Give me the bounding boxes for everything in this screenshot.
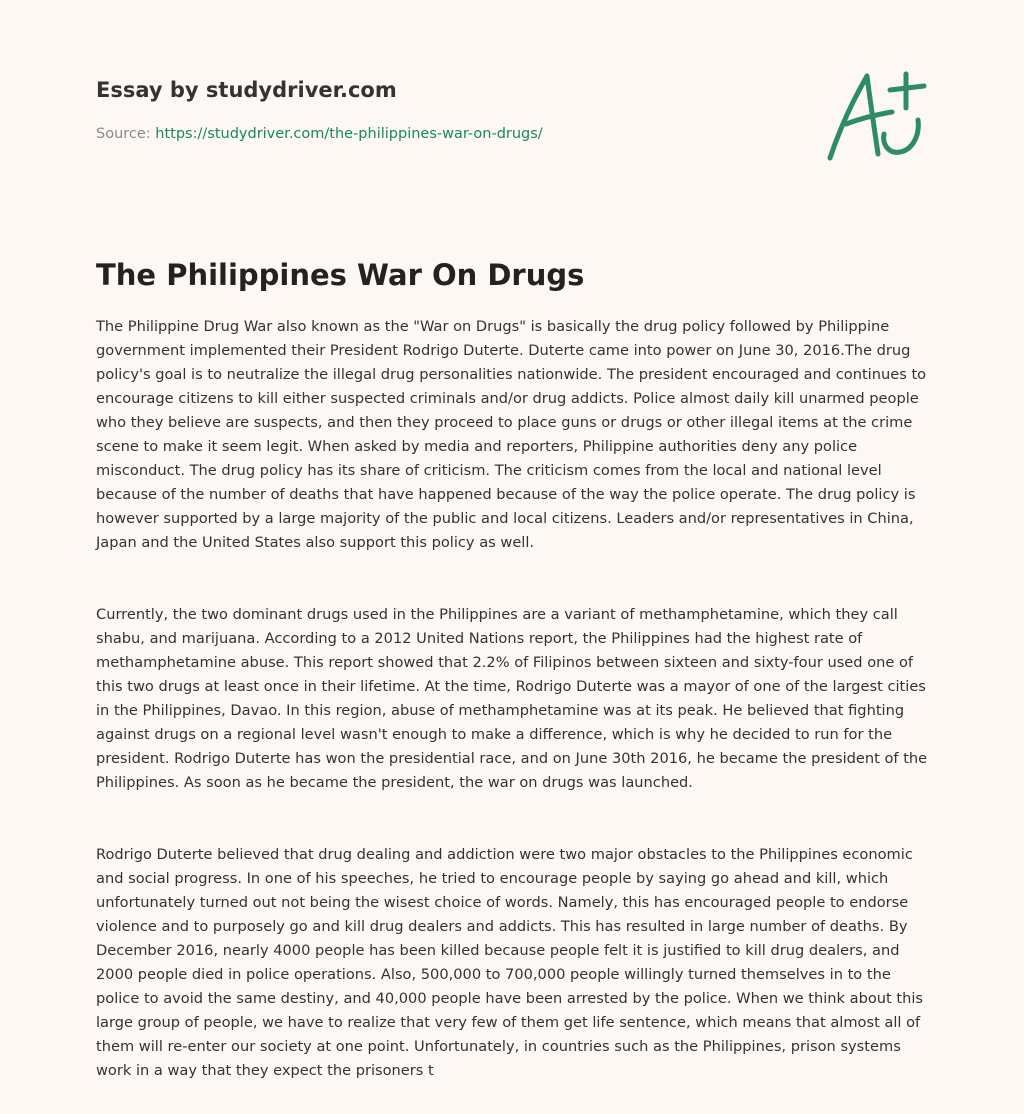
essay-header bbox=[96, 76, 796, 144]
source-label: Source: bbox=[96, 126, 151, 142]
source-link[interactable]: https://studydriver.com/the-philippines-war-on-drugs/ bbox=[155, 126, 543, 142]
paragraph: Rodrigo Duterte believed that drug dealing and addiction were two major obstacles to the Philippines economic and social progress. In one of his speeches, he tried to encourage people by saying go ahead and kill, which unfortunately turned out not being the wisest choice of words. Namely, this has encouraged people to endorse violence and to purposely go and kill drug dealers and addicts. This has resulted in large number of deaths. By December 2016, nearly 4000 people has been killed because people felt it is justified to kill drug dealers, and 2000 people died in police operations. Also, 500,000 to 700,000 people willingly turned themselves in to the police to avoid the same destiny, and 40,000 people have been arrested by the police. When we think about this large group of people, we have to realize that very few of them get life sentence, which means that almost all of them will re-enter our society at one point. Unfortunately, in countries such as the Philippines, prison systems work in a way that they expect the prisoners t bbox=[96, 846, 924, 1079]
essay-body bbox=[96, 315, 932, 1083]
essay-title: The Philippines War On Drugs bbox=[96, 258, 585, 292]
paragraph: Currently, the two dominant drugs used in the Philippines are a variant of methamphetamine, which they call shabu, and marijuana. According to a 2012 United Nations report, the Philippines had the highest rate of methamphetamine abuse. This report showed that 2.2% of Filipinos between sixteen and sixty-four used one of this two drugs at least once in their lifetime. At the time, Rodrigo Duterte was a mayor of one of the largest cities in the Philippines, Davao. In this region, abuse of methamphetamine was at its peak. He believed that fighting against drugs on a regional level wasn't enough to make a difference, which is why he decided to run for the president. Rodrigo Duterte has won the presidential race, and on June 30th 2016, he became the president of the Philippines. As soon as he became the president, the war on drugs was launched. bbox=[96, 606, 928, 791]
paragraph: The Philippine Drug War also known as the "War on Drugs" is basically the drug policy followed by Philippine government implemented their President Rodrigo Duterte. Duterte came into power on June 30, 2016.The drug policy's goal is to neutralize the illegal drug personalities nationwide. The president encouraged and continues to encourage citizens to kill either suspected criminals and/or drug addicts. Police almost daily kill unarmed people who they believe are suspects, and then they proceed to place guns or drugs or other illegal items at the crime scene to make it seem legit. When asked by media and reporters, Philippine authorities deny any police misconduct. The drug policy has its share of criticism. The criticism comes from the local and national level because of the number of deaths that have happened because of the way the police operate. The drug policy is however supported by a large majority of the public and local citizens. Leaders and/or representatives in China, Japan and the United States also support this policy as well. bbox=[96, 318, 927, 551]
a-plus-logo-icon bbox=[822, 68, 930, 166]
brand-title: Essay by studydriver.com bbox=[96, 78, 397, 102]
source-line bbox=[96, 124, 796, 144]
